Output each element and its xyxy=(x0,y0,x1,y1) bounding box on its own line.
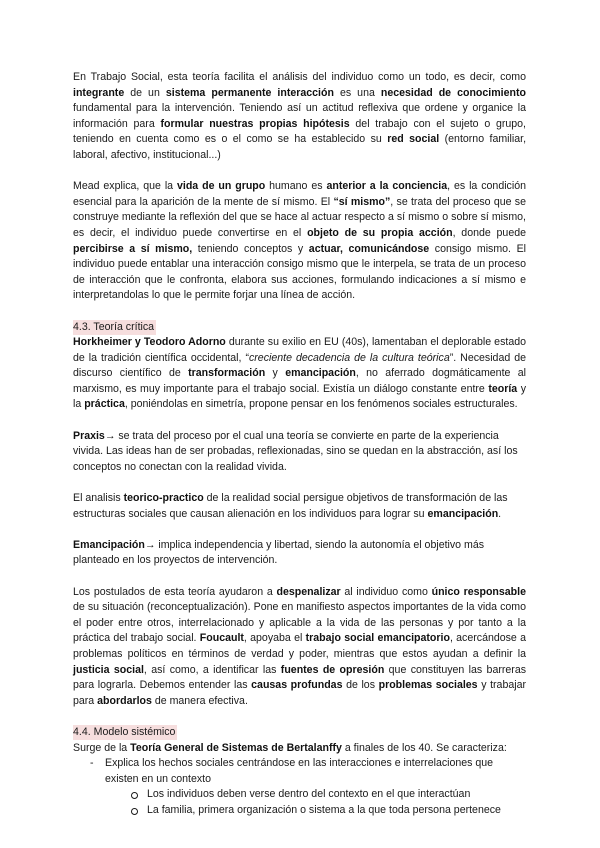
text: (entorno familiar, laboral, afectivo, institucional...) xyxy=(73,133,527,161)
bold-text: Foucault xyxy=(199,632,244,645)
text: , donde puede xyxy=(452,226,526,239)
paragraph-horkheimer xyxy=(73,335,526,413)
bold-text: práctica xyxy=(84,398,125,411)
bold-text: sistema permanente interacción xyxy=(165,86,334,99)
text: es una xyxy=(333,86,381,99)
text: del trabajo con el sujeto o grupo, teniendo en cuenta como es o el como se ha establecido su xyxy=(73,117,526,146)
bold-text: abordarlos xyxy=(97,694,152,707)
bold-text: integrante xyxy=(73,86,125,99)
text: de manera efectiva. xyxy=(151,694,248,707)
bold-text: Emancipación xyxy=(73,538,145,551)
text: y la xyxy=(73,382,527,411)
paragraph-postulados xyxy=(73,585,526,710)
text: , acercándose a problemas políticos en términos de verdad y poder, mientras que estos ayudan a definir la xyxy=(73,632,526,660)
text: y xyxy=(265,367,286,380)
text: de un xyxy=(124,86,166,99)
paragraph-praxis xyxy=(73,429,526,476)
text: , así como, a identificar las xyxy=(143,663,281,676)
bold-text: anterior a la conciencia xyxy=(326,180,448,193)
bold-text: teoría xyxy=(488,382,518,395)
text: Surge de la xyxy=(73,741,131,754)
text: , no aferrado dogmáticamente al marxismo, es muy importante para el trabajo social. Existía un diálogo constante entre xyxy=(73,367,526,395)
list-item-text: Explica los hechos sociales centrándose en las interacciones e interrelaciones que existen en un contexto xyxy=(105,757,494,785)
text: , apoyaba el xyxy=(243,632,306,645)
bold-text: objeto de su propia acción xyxy=(307,226,453,239)
bold-text: actuar, comunicándose xyxy=(308,242,430,255)
bold-text: fuentes de opresión xyxy=(280,663,385,676)
heading-text: 4.3. Teoría crítica xyxy=(73,320,155,333)
bold-text: trabajo social emancipatorio xyxy=(305,632,450,645)
bold-text: problemas sociales xyxy=(378,679,478,692)
list-item xyxy=(73,756,526,818)
text: Los postulados de esta teoría ayudaron a xyxy=(73,585,277,598)
text: → implica independencia y libertad, siendo la autonomía el objetivo más planteado en los proyectos de intervención. xyxy=(73,538,485,567)
text: Mead explica, que la xyxy=(73,180,177,193)
text: , se trata del proceso que se construye mediante la reflexión del que se hace al actuar respecto a sí mismo o sobre sí mismo, es decir, el individuo puede convertirse en el xyxy=(73,195,526,239)
bold-text: transformación xyxy=(188,367,266,380)
bold-text: “sí mismo” xyxy=(333,195,391,208)
bold-text: necesidad de conocimiento xyxy=(380,86,526,99)
bold-text: Praxis xyxy=(73,429,105,442)
sub-list-item xyxy=(105,787,526,803)
bold-text: emancipación xyxy=(285,367,356,380)
text: de la realidad social persigue objetivos de transformación de las estructuras sociales que causan alienación en los individuos para lograr su xyxy=(73,492,508,520)
bold-text: red social xyxy=(387,133,440,146)
text: que constituyen las barreras para lograrla. Debemos entender las xyxy=(73,663,527,692)
list-item-text: Los individuos deben verse dentro del contexto en el que interactúan xyxy=(147,788,471,801)
sub-bullet-list xyxy=(105,787,526,818)
bold-text: único responsable xyxy=(431,585,526,598)
bold-text: causas profundas xyxy=(251,679,343,692)
bullet-list xyxy=(73,756,526,818)
text: En Trabajo Social, esta teoría facilita el análisis del individuo como un todo, es decir, como xyxy=(73,71,526,83)
text: ”. Necesidad de discurso científico de xyxy=(73,351,526,380)
bold-text: teorico-practico xyxy=(123,492,204,505)
text: . xyxy=(498,507,502,520)
text: consigo mismo. El individuo puede entablar una interacción consigo mismo que le interpela, se trata de un proceso de interacción que le confronta, elabora sus acciones, formulando indicaciones a sí mismo e interpretandolas lo que le permite forjar una línea de acción. xyxy=(73,242,527,302)
list-item-text: La familia, primera organización o sistema a la que toda persona pertenece xyxy=(147,803,501,816)
paragraph-trabajo-social xyxy=(73,70,526,164)
bold-text: justicia social xyxy=(73,663,144,676)
text: al individuo como xyxy=(340,585,432,598)
paragraph-analisis xyxy=(73,491,526,522)
bold-text: formular nuestras propias hipótesis xyxy=(160,117,350,130)
text: de su situación (reconceptualización). Pone en manifiesto aspectos importantes de la vida como el poder entre otros, interrelacionado y aplicable a la vida de las personas y por tanto a la práctica del trabajo social. xyxy=(73,601,526,645)
heading-text: 4.4. Modelo sistémico xyxy=(73,725,176,738)
text: → se trata del proceso por el cual una teoría se convierte en parte de la experiencia vivida. Las ideas han de ser probadas, reflexionadas, sino se quedan en la abstracción, así los conceptos no conectan con la realidad vivida. xyxy=(73,429,518,473)
text: , poniéndolas en simetría, propone pensar en los fenómenos sociales estructurales. xyxy=(124,398,518,411)
paragraph-emancipacion xyxy=(73,538,526,569)
text: El analisis xyxy=(73,492,124,505)
text: , es la condición esencial para la aparición de la mente de sí mismo. El xyxy=(73,180,526,208)
paragraph-mead xyxy=(73,179,526,304)
text: y trabajar para xyxy=(73,679,526,707)
sub-list-item xyxy=(105,803,526,819)
bold-text: percibirse a sí mismo, xyxy=(73,242,193,255)
paragraph-bertalanffy xyxy=(73,741,526,757)
text: a finales de los 40. Se caracteriza: xyxy=(341,741,507,754)
text: durante su exilio en EU (40s), lamentaban el deplorable estado de la tradición científica occidental, “ xyxy=(73,336,526,364)
bold-text: emancipación xyxy=(427,507,499,520)
text: teniendo conceptos y xyxy=(192,242,309,255)
bold-text: Horkheimer y Teodoro Adorno xyxy=(73,336,226,349)
text: fundamental para la intervención. Teniendo así un actitud reflexiva que ordene y organice la información para xyxy=(73,102,526,130)
italic-text: creciente decadencia de la cultura teórica xyxy=(248,351,450,364)
section-heading-modelo-sistemico xyxy=(73,725,526,741)
section-heading-teoria-critica xyxy=(73,320,526,336)
bold-text: vida de un grupo xyxy=(176,180,266,193)
bold-text: despenalizar xyxy=(276,585,341,598)
bold-text: Teoría General de Sistemas de Bertalanffy xyxy=(130,741,342,754)
text: humano es xyxy=(265,180,327,193)
text: de los xyxy=(342,679,379,692)
